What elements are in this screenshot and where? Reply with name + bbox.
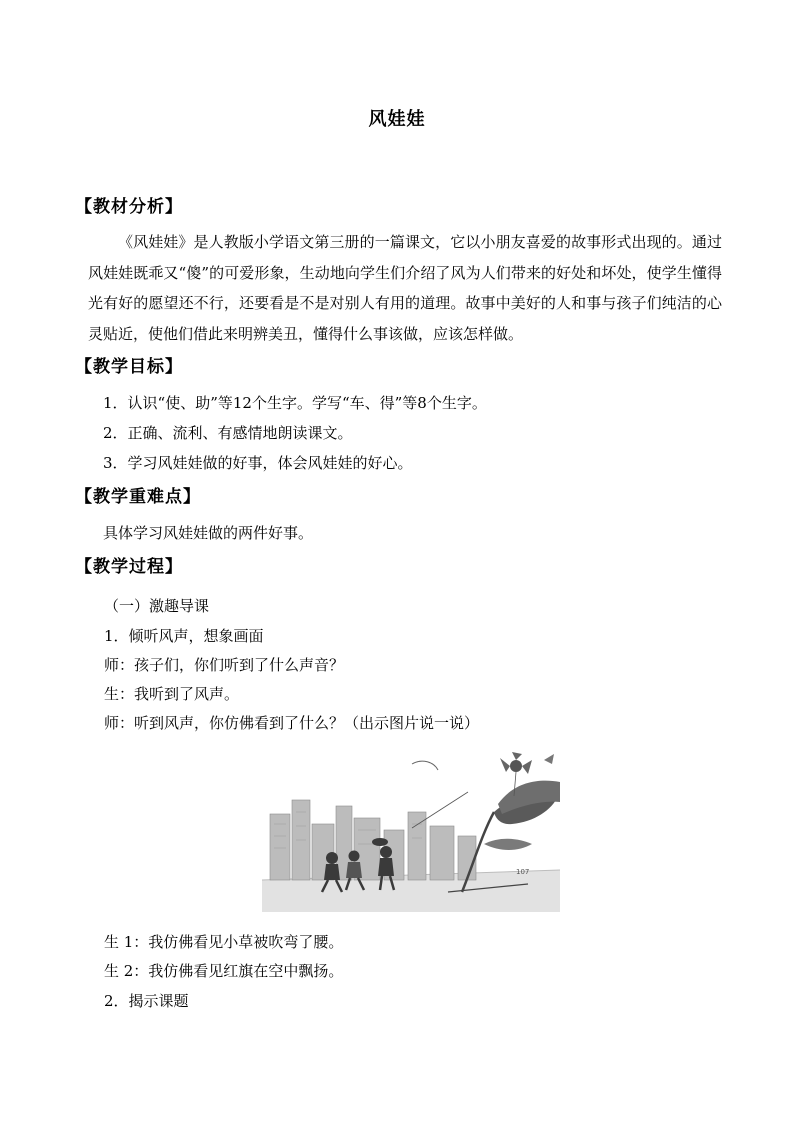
- section-heading-keypoints: 【教学重难点】: [75, 487, 201, 507]
- analysis-paragraph: 《风娃娃》是人教版小学语文第三册的一篇课文，它以小朋友喜爱的故事形式出现的。通过风娃娃既乖又“傻”的可爱形象，生动地向学生们介绍了风为人们带来的好处和坏处，使学生懂得光有好的愿望还不行，还要看是不是对别人有用的道理。故事中美好的人和事与孩子们纯洁的心灵贴近，使他们借此来明辨美丑，懂得什么事该做，应该怎样做。: [88, 233, 722, 343]
- keypoints-text: 具体学习风娃娃做的两件好事。: [103, 524, 314, 542]
- process-line: （一）激趣导课: [104, 597, 210, 615]
- document-title: 风娃娃: [368, 109, 426, 130]
- section-heading-process: 【教学过程】: [75, 557, 183, 577]
- section-heading-analysis: 【教材分析】: [75, 197, 183, 217]
- section-heading-goals: 【教学目标】: [75, 357, 183, 377]
- process-line: 生 1：我仿佛看见小草被吹弯了腰。: [104, 933, 344, 951]
- process-line: 师：孩子们，你们听到了什么声音？: [104, 656, 345, 674]
- process-line: 1．倾听风声，想象画面: [104, 627, 264, 645]
- process-line: 2．揭示课题: [104, 992, 189, 1010]
- process-line: 生：我听到了风声。: [104, 685, 240, 703]
- process-line: 师：听到风声，你仿佛看到了什么？（出示图片说一说）: [104, 714, 480, 732]
- goal-item: 1．认识“使、助”等12个生字。学写“车、得”等8个生字。: [103, 394, 487, 412]
- illustration-page-number: 107: [516, 868, 530, 876]
- goal-item: 2．正确、流利、有感情地朗读课文。: [103, 424, 353, 442]
- process-line: 生 2：我仿佛看见红旗在空中飘扬。: [104, 962, 344, 980]
- wind-scene-illustration: [262, 752, 560, 912]
- goal-item: 3．学习风娃娃做的好事，体会风娃娃的好心。: [103, 454, 413, 472]
